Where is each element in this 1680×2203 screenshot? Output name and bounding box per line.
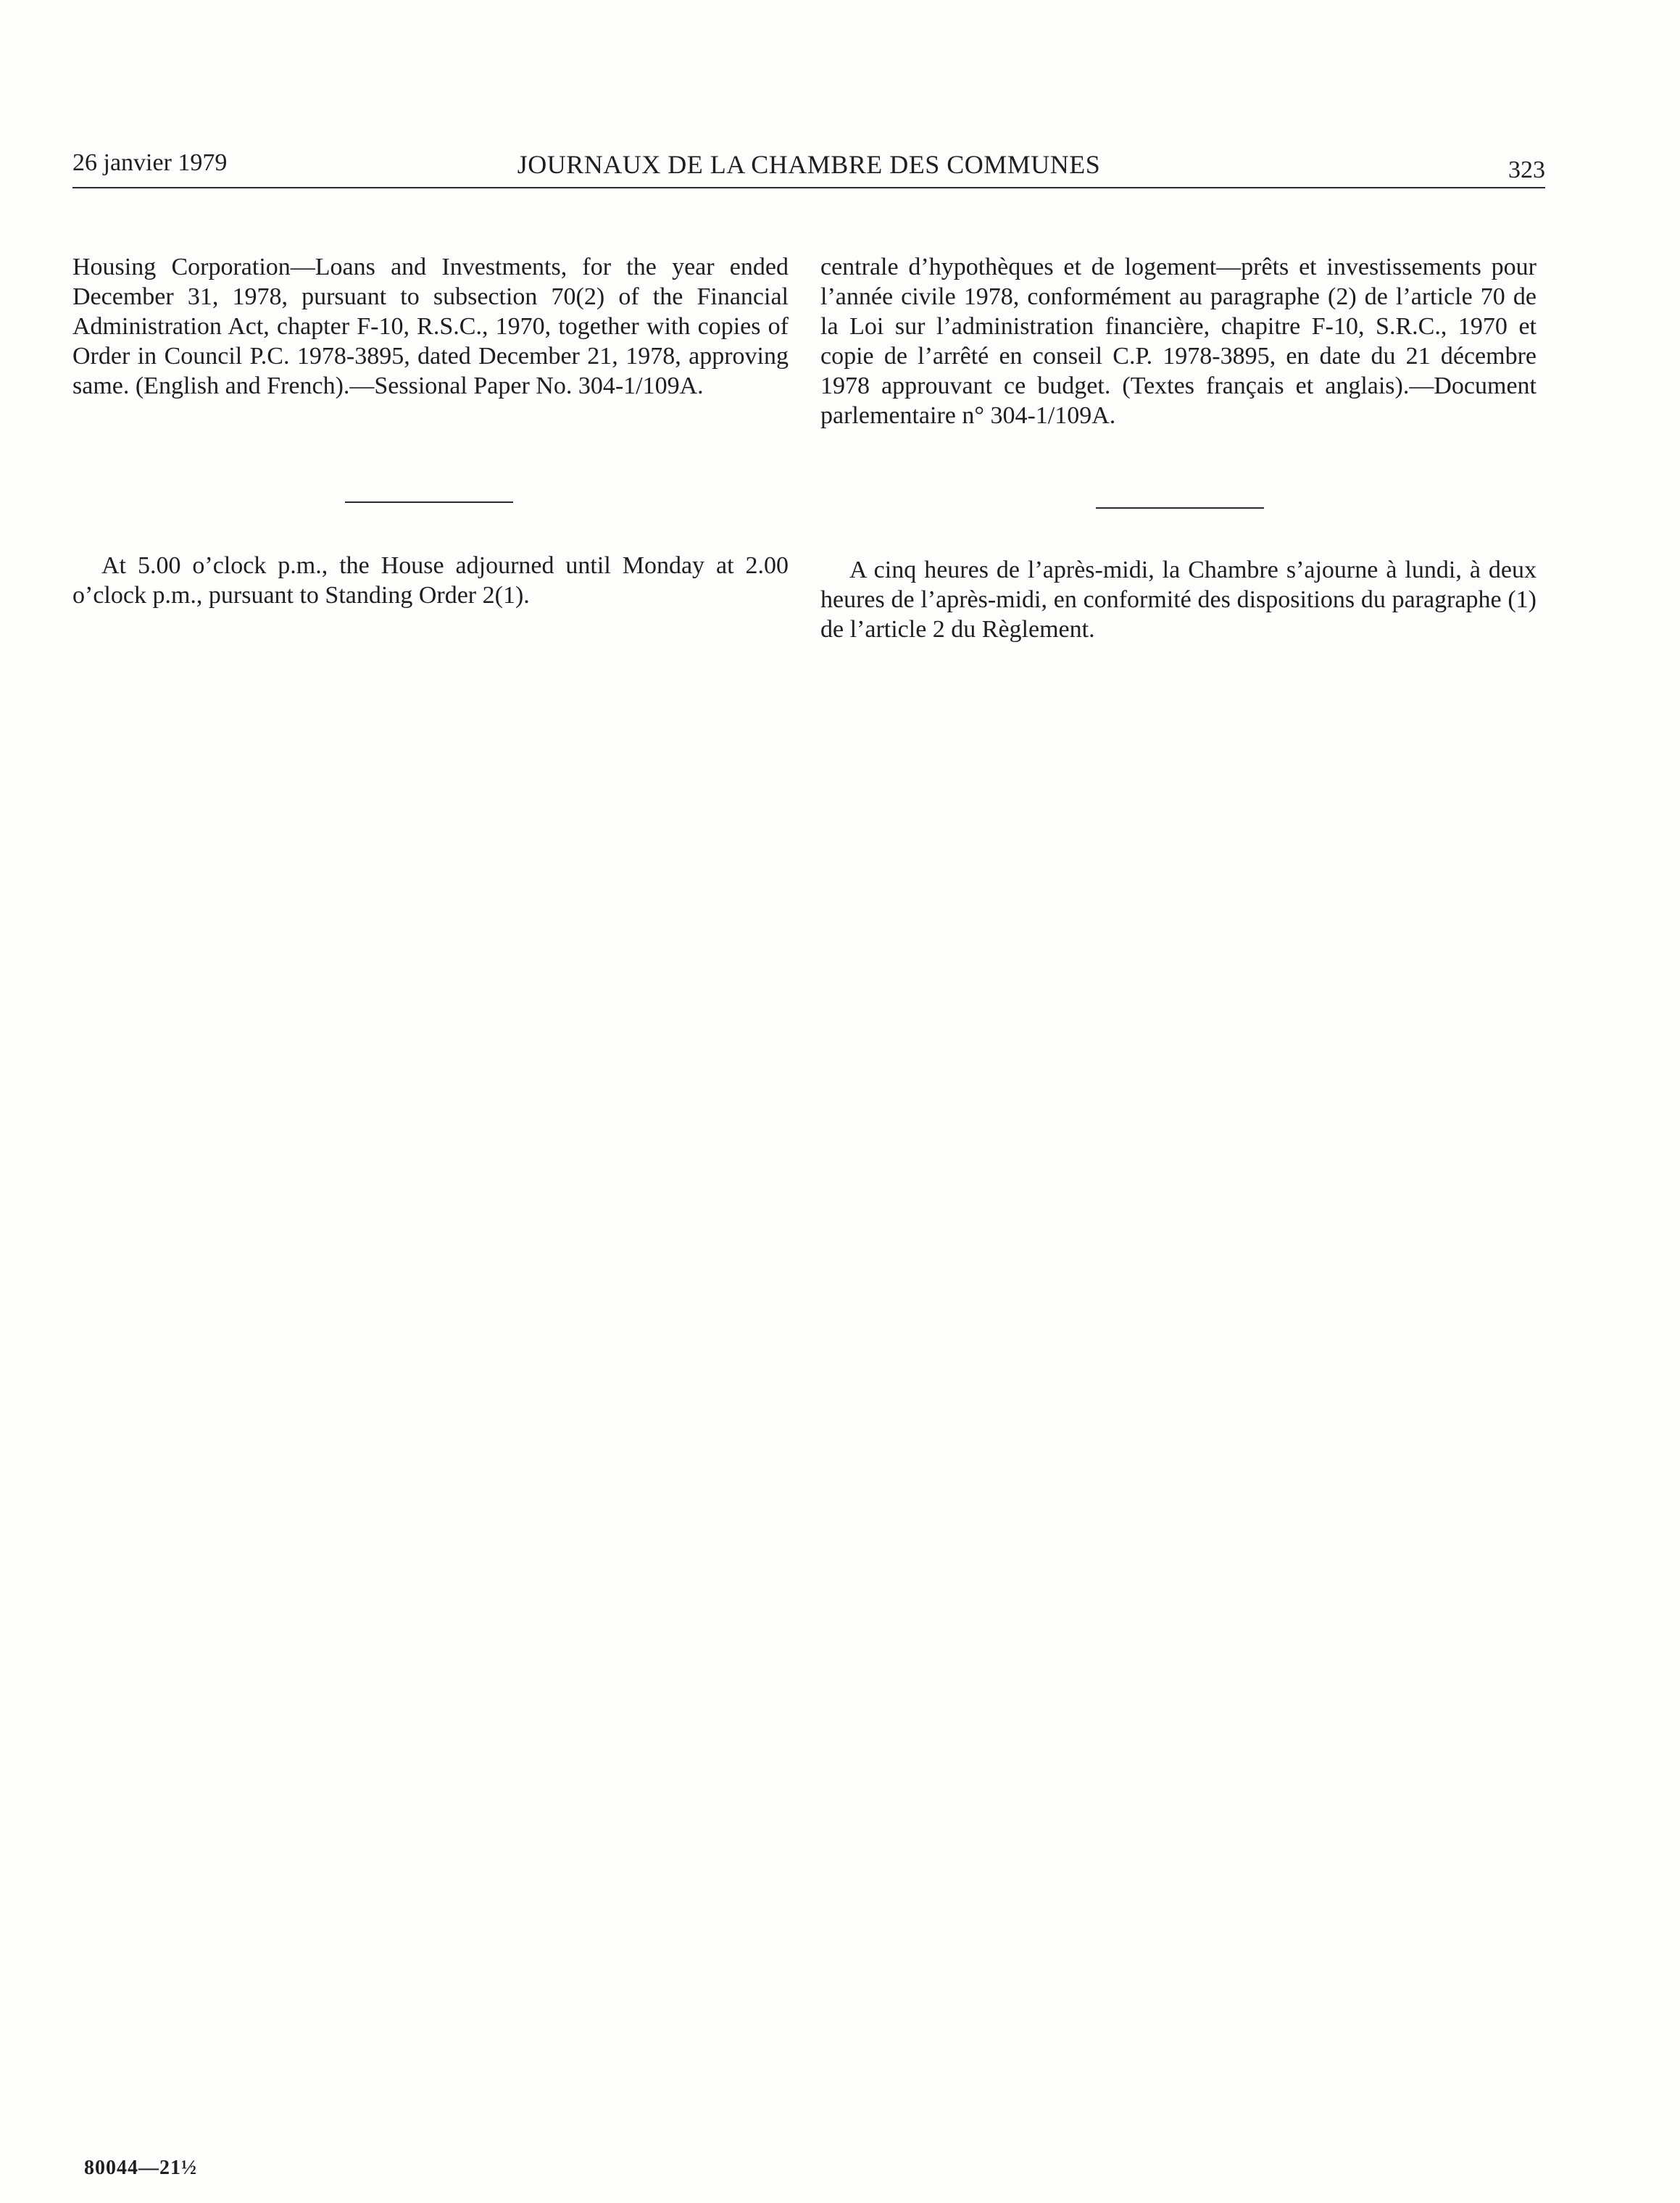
french-separator-rule [1096, 507, 1264, 509]
page-number: 323 [1508, 157, 1545, 183]
english-adjournment-text: At 5.00 o’clock p.m., the House adjourned until Monday at 2.00 o’clock p.m., pursuant to Standing Order 2(1). [72, 552, 789, 609]
french-adjournment-paragraph [820, 555, 1536, 644]
english-continuation-paragraph [72, 252, 789, 401]
header-rule [72, 187, 1545, 188]
french-continuation-paragraph [820, 252, 1536, 430]
journal-title: JOURNAUX DE LA CHAMBRE DES COMMUNES [517, 150, 1101, 179]
english-continuation-text: Housing Corporation—Loans and Investments, for the year ended December 31, 1978, pursuant to subsection 70(2) of the Financial Administration Act, chapter F-10, R.S.C., 1970, together with copies of Order in Council P.C. 1978-3895, dated December 21, 1978, approving same. (English and French).—Sessional Paper No. 304-1/109A. [72, 254, 789, 399]
english-separator-rule [345, 501, 513, 503]
print-code: 80044—21½ [84, 2157, 197, 2179]
french-continuation-text: centrale d’hypothèques et de logement—prêts et investissements pour l’année civile 1978, conformément au paragraphe (2) de l’article 70 de la Loi sur l’administration financière, chapitre F-10, S.R.C., 1970 et copie de l’arrêté en conseil C.P. 1978-3895, en date du 21 décembre 1978 approuvant ce budget. (Textes français et anglais).—Document parlementaire n° 304-1/109A. [820, 254, 1536, 429]
header-date: 26 janvier 1979 [72, 149, 228, 176]
french-adjournment-text: A cinq heures de l’après-midi, la Chambre s’ajourne à lundi, à deux heures de l’après-midi, en conformité des dispositions du paragraphe (1) de l’article 2 du Règlement. [820, 557, 1536, 643]
page-header [72, 145, 1545, 188]
english-adjournment-paragraph [72, 551, 789, 610]
